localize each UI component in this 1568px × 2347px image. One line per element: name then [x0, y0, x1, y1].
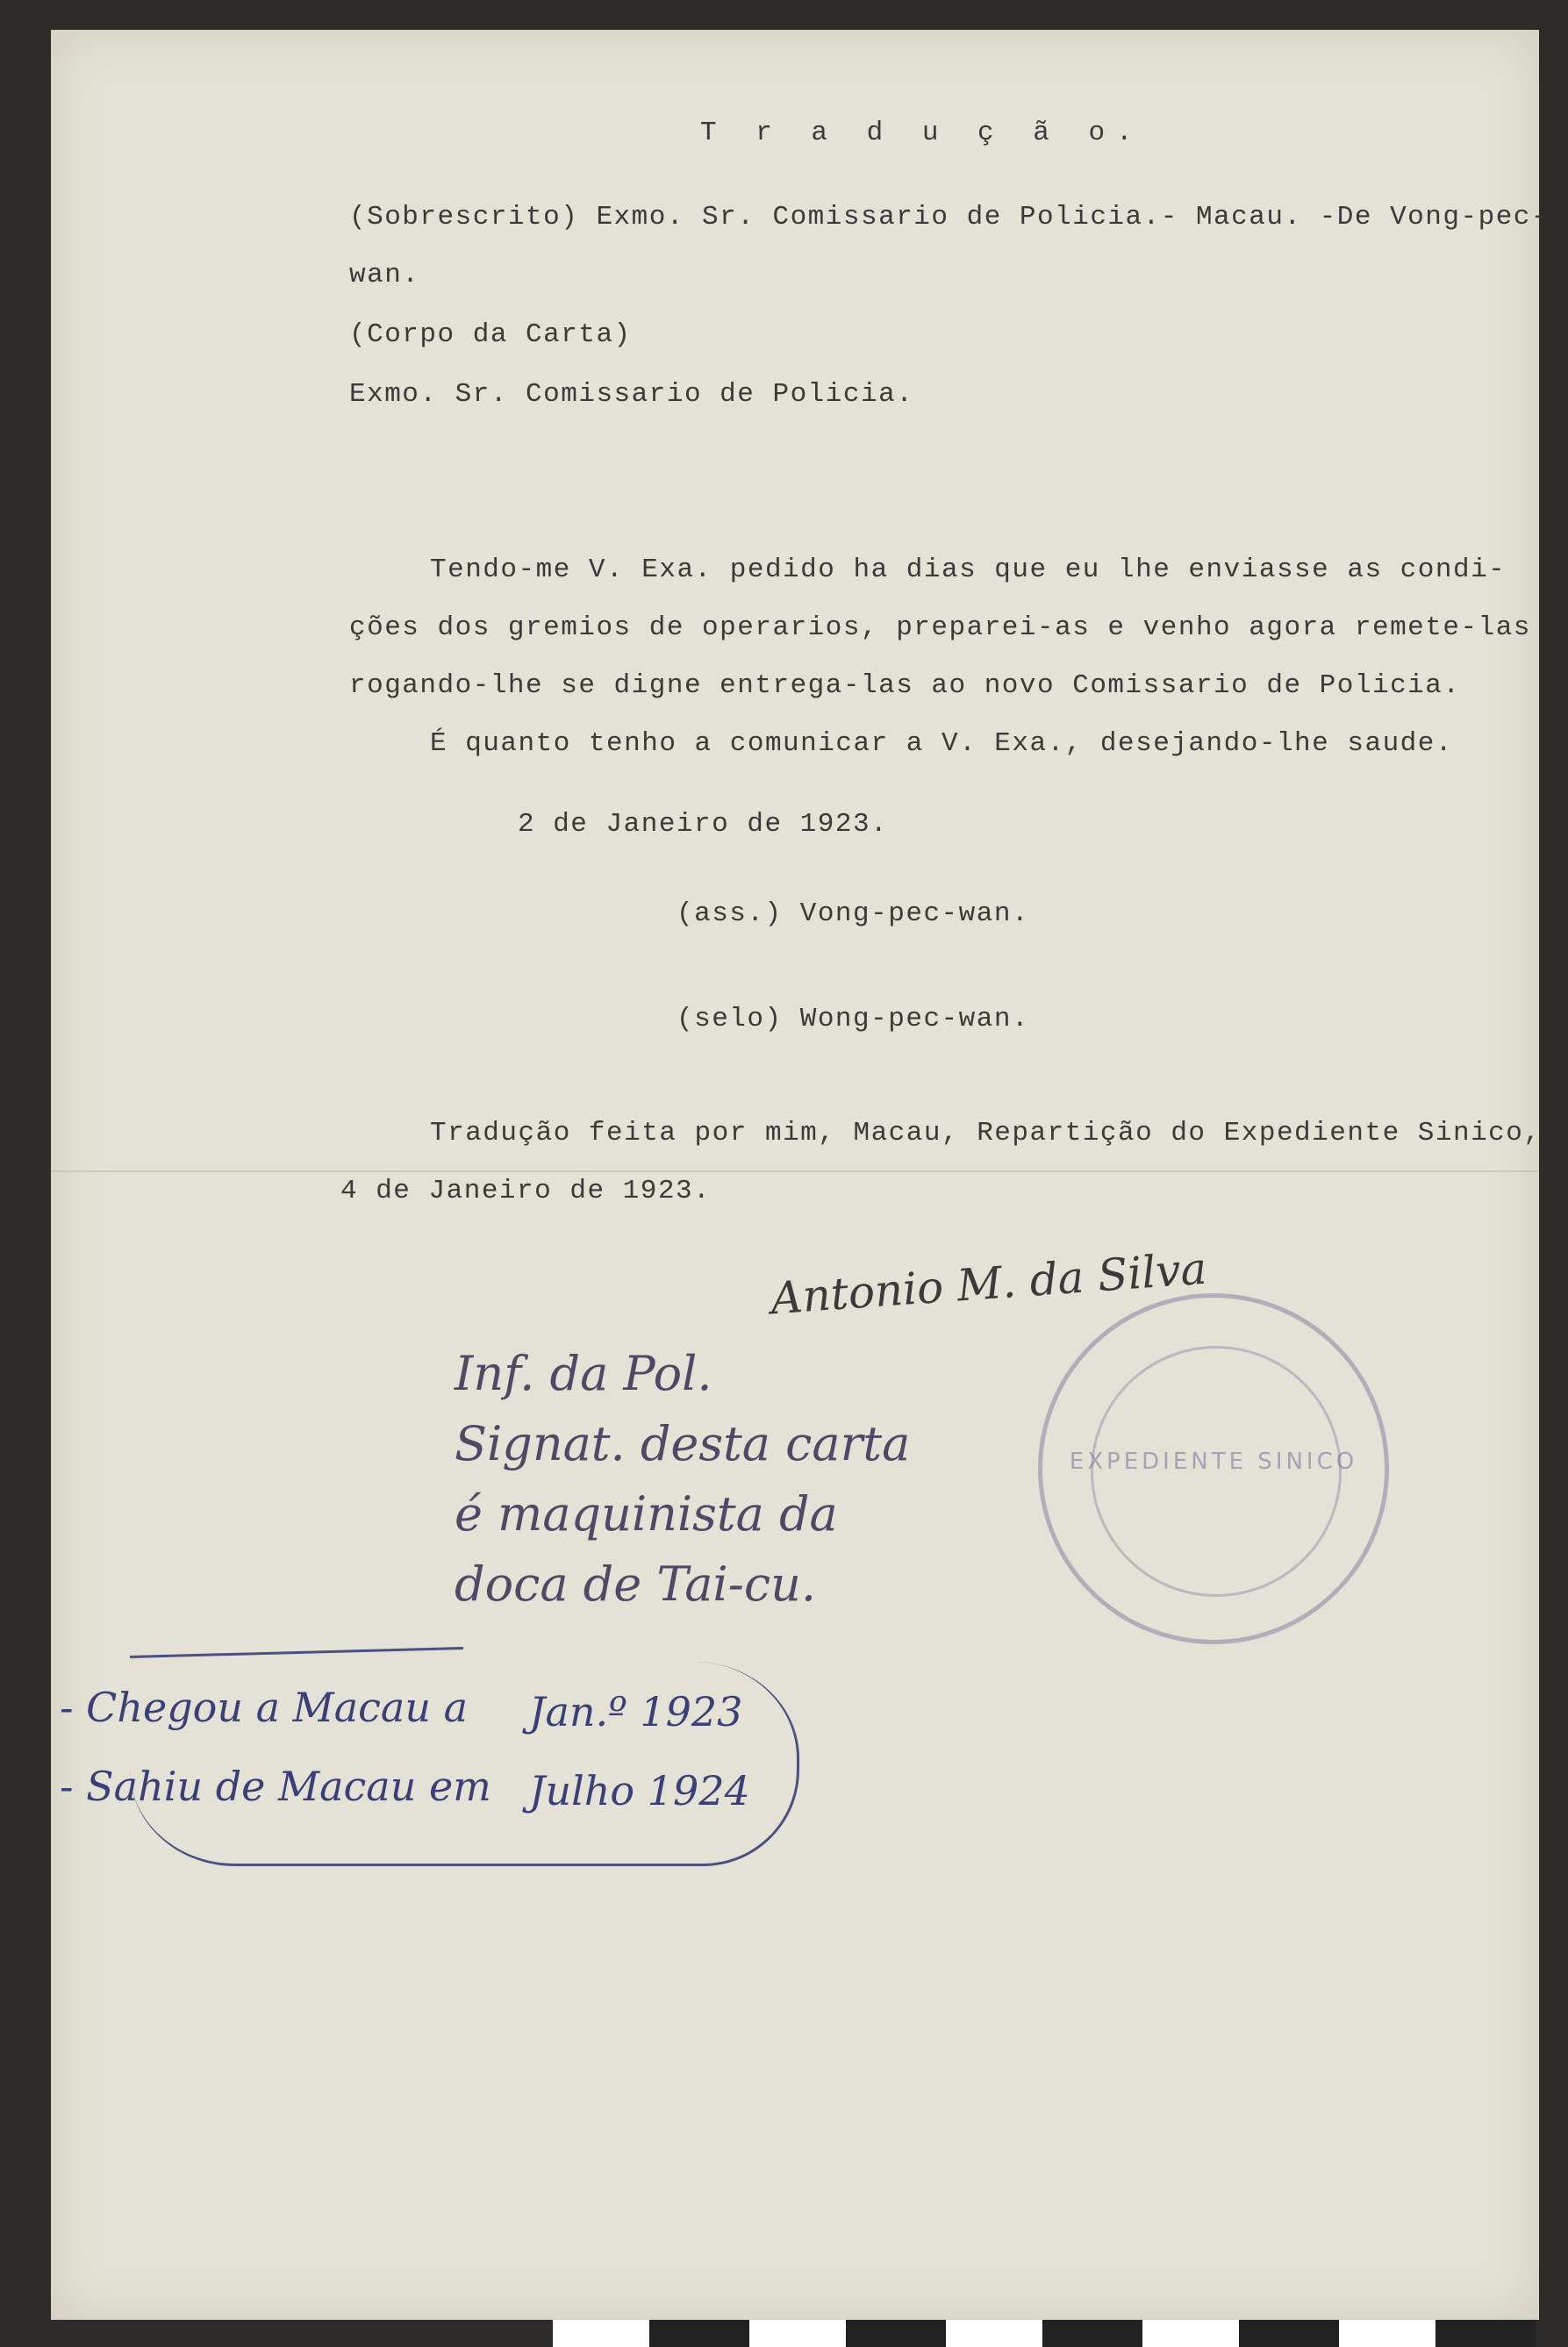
ruler-segment	[749, 2320, 848, 2347]
ruler-segment	[946, 2320, 1044, 2347]
letter-line-8: É quanto tenho a comunicar a V. Exa., desejando-lhe saude.	[430, 728, 1453, 759]
boxed-note-arrival-date: Jan.º 1923	[529, 1688, 743, 1735]
letter-line-5: Tendo-me V. Exa. pedido ha dias que eu lhe enviasse as condi-	[430, 555, 1507, 585]
letter-line-2: wan.	[349, 260, 420, 290]
letter-line-3: (Corpo da Carta)	[349, 319, 632, 350]
document-page	[51, 30, 1550, 2320]
office-seal	[1038, 1293, 1389, 1644]
ruler-segment	[553, 2320, 651, 2347]
translation-note-line-1: Tradução feita por mim, Macau, Repartição do Expediente Sinico,	[430, 1118, 1542, 1148]
letter-line-6: ções dos gremios de operarios, preparei-as e venho agora remete-las	[349, 612, 1531, 643]
ruler-segment	[651, 2320, 749, 2347]
ruler-segment	[1142, 2320, 1241, 2347]
document-title: T r a d u ç ã o.	[700, 118, 1144, 148]
pencil-note-line-1: Inf. da Pol.	[455, 1346, 712, 1401]
letter-signature-line: (ass.) Vong-pec-wan.	[677, 898, 1030, 929]
letter-line-1: (Sobrescrito) Exmo. Sr. Comissario de Policia.- Macau. -De Vong-pec-	[349, 202, 1550, 233]
letter-line-7: rogando-lhe se digne entrega-las ao novo Comissario de Policia.	[349, 670, 1461, 701]
boxed-note-top-line	[130, 1647, 463, 1658]
ruler-segment	[1339, 2320, 1437, 2347]
letter-seal-line: (selo) Wong-pec-wan.	[677, 1004, 1030, 1034]
letter-date: 2 de Janeiro de 1923.	[518, 809, 889, 840]
pencil-note-line-4: doca de Tai-cu.	[455, 1556, 817, 1612]
ruler-segment	[848, 2320, 946, 2347]
letter-line-4: Exmo. Sr. Comissario de Policia.	[349, 379, 914, 410]
translation-note-line-2: 4 de Janeiro de 1923.	[340, 1176, 712, 1206]
seal-text: EXPEDIENTE SINICO	[1069, 1449, 1358, 1475]
ruler-segment	[1437, 2320, 1536, 2347]
boxed-note-departure-label: - Sahiu de Macau em	[60, 1763, 491, 1810]
scale-ruler	[553, 2320, 1536, 2347]
pencil-note-line-3: é maquinista da	[455, 1486, 838, 1542]
pencil-note-line-2: Signat. desta carta	[455, 1416, 911, 1471]
translator-signature: Antonio M. da Silva	[769, 1242, 1209, 1325]
boxed-note-arrival-label: - Chegou a Macau a	[60, 1684, 469, 1731]
boxed-note-departure-date: Julho 1924	[529, 1767, 750, 1814]
ruler-segment	[1044, 2320, 1142, 2347]
ruler-segment	[1241, 2320, 1339, 2347]
